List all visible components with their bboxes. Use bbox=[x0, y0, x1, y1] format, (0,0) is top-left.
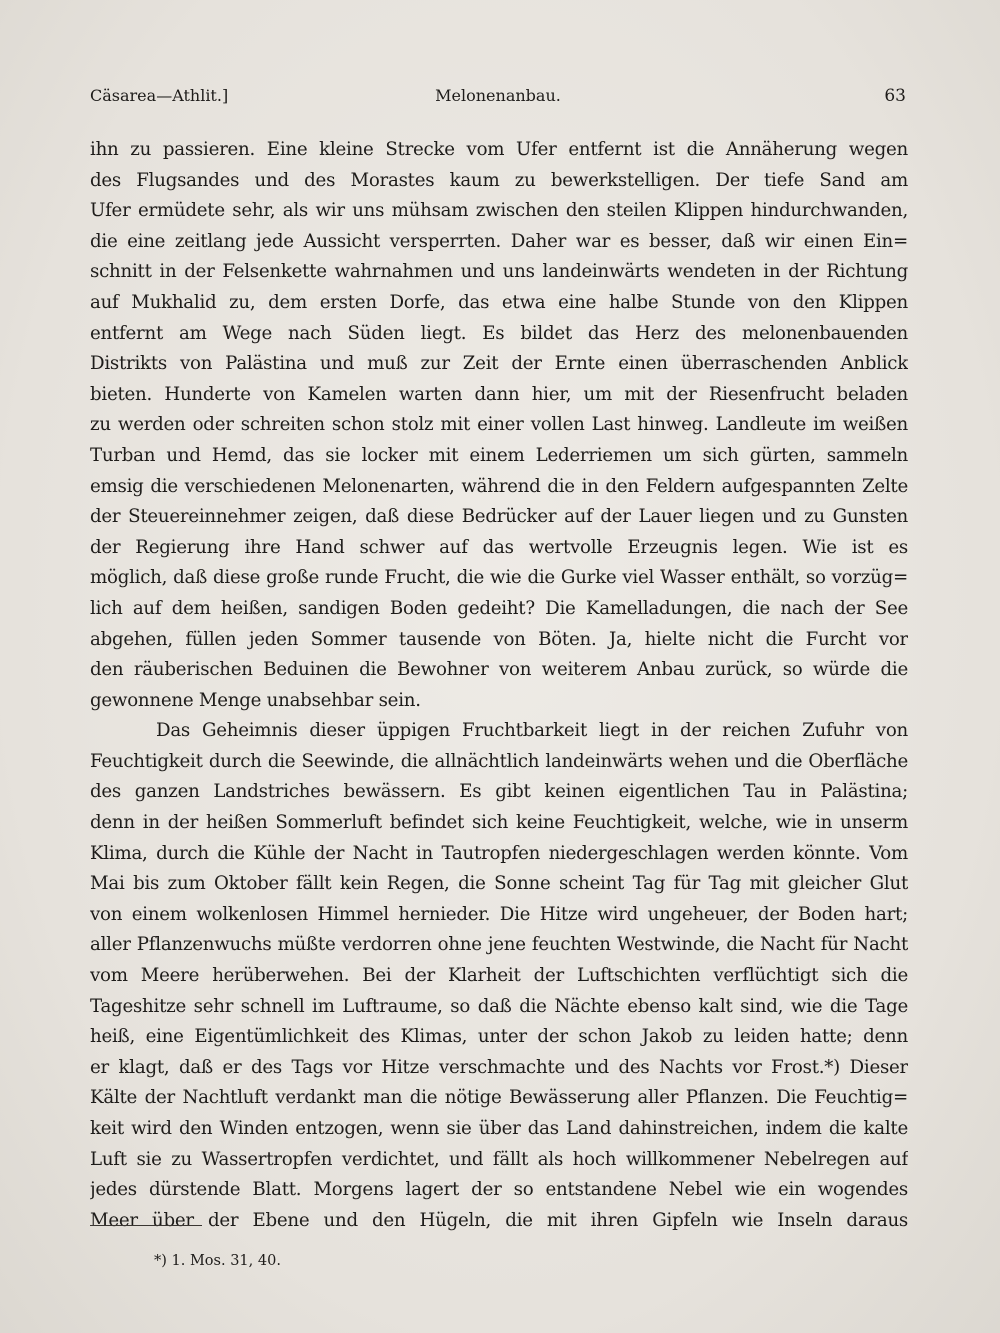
text-line: abgehen, füllen jeden Sommer tausende von Böten. Ja, hielte nicht die Furcht vor bbox=[90, 628, 908, 650]
text-line: auf Mukhalid zu, dem ersten Dorfe, das etwa eine halbe Stunde von den Klippen bbox=[90, 291, 908, 313]
text-line: ihn zu passieren. Eine kleine Strecke vom Ufer entfernt ist die Annäherung wegen bbox=[90, 139, 908, 160]
text-line: er klagt, daß er des Tags vor Hitze verschmachte und des Nachts vor Frost.*) Dieser bbox=[90, 1056, 908, 1078]
text-line: der Regierung ihre Hand schwer auf das wertvolle Erzeugnis legen. Wie ist es bbox=[90, 536, 908, 558]
text-line: Ufer ermüdete sehr, als wir uns mühsam zwischen den steilen Klippen hindurchwanden, bbox=[90, 200, 908, 222]
text-line: schnitt in der Felsenkette wahrnahmen und uns landeinwärts wendeten in der Richtung bbox=[90, 261, 908, 283]
footnote: *) 1. Mos. 31, 40. bbox=[154, 1253, 281, 1269]
text-line: bieten. Hunderte von Kamelen warten dann hier, um mit der Riesenfrucht beladen bbox=[90, 383, 908, 405]
text-line: lich auf dem heißen, sandigen Boden gedeiht? Die Kamelladungen, die nach der See bbox=[90, 597, 908, 619]
body-text bbox=[90, 135, 908, 1236]
text-line: der Steuereinnehmer zeigen, daß diese Bedrücker auf der Lauer liegen und zu Gunsten bbox=[90, 506, 908, 528]
text-line: denn in der heißen Sommerluft befindet sich keine Feuchtigkeit, welche, wie in unserm bbox=[90, 812, 908, 834]
text-line: keit wird den Winden entzogen, wenn sie über das Land dahinstreichen, indem die kalte bbox=[90, 1118, 908, 1139]
header-section-title: Cäsarea—Athlit.] bbox=[90, 86, 229, 105]
text-line: entfernt am Wege nach Süden liegt. Es bildet das Herz des melonenbauenden bbox=[90, 322, 908, 344]
paragraph-1 bbox=[90, 135, 908, 716]
text-line: aller Pflanzenwuchs müßte verdorren ohne jene feuchten Westwinde, die Nacht für Nacht bbox=[90, 934, 908, 956]
text-line: vom Meere herüberwehen. Bei der Klarheit der Luftschichten verflüchtigt sich die bbox=[90, 965, 908, 987]
text-line: emsig die verschiedenen Melonenarten, während die in den Feldern aufgespannten Zelte bbox=[90, 475, 908, 497]
text-line: heiß, eine Eigentümlichkeit des Klimas, unter der schon Jakob zu leiden hatte; denn bbox=[90, 1026, 908, 1048]
text-line: des ganzen Landstriches bewässern. Es gibt keinen eigentlichen Tau in Palästina; bbox=[90, 781, 908, 803]
text-line: den räuberischen Beduinen die Bewohner von weiterem Anbau zurück, so würde die bbox=[90, 659, 908, 681]
text-line: Luft sie zu Wassertropfen verdichtet, und fällt als hoch willkommener Nebelregen auf bbox=[90, 1148, 908, 1170]
text-line: Meer über der Ebene und den Hügeln, die mit ihren Gipfeln wie Inseln daraus bbox=[90, 1209, 908, 1231]
text-line: Das Geheimnis dieser üppigen Fruchtbarkeit liegt in der reichen Zufuhr von bbox=[156, 720, 908, 742]
text-line: Tageshitze sehr schnell im Luftraume, so daß die Nächte ebenso kalt sind, wie die Tage bbox=[90, 995, 908, 1017]
page-number: 63 bbox=[884, 86, 906, 106]
text-line: die eine zeitlang jede Aussicht versperrten. Daher war es besser, daß wir einen Ein= bbox=[90, 230, 908, 252]
text-line: Turban und Hemd, das sie locker mit einem Lederriemen um sich gürten, sammeln bbox=[90, 444, 908, 466]
text-line: des Flugsandes und des Morastes kaum zu bewerkstelligen. Der tiefe Sand am bbox=[90, 169, 908, 191]
text-line: von einem wolkenlosen Himmel hernieder. Die Hitze wird ungeheuer, der Boden hart; bbox=[90, 903, 908, 925]
text-line: Feuchtigkeit durch die Seewinde, die allnächtlich landeinwärts wehen und die Oberfläche bbox=[90, 750, 908, 772]
text-line: Mai bis zum Oktober fällt kein Regen, die Sonne scheint Tag für Tag mit gleicher Glut bbox=[90, 873, 908, 895]
text-line: Klima, durch die Kühle der Nacht in Tautropfen niedergeschlagen werden könnte. Vom bbox=[90, 842, 908, 864]
running-header bbox=[90, 86, 906, 114]
footnote-rule bbox=[90, 1225, 202, 1226]
header-chapter-title: Melonenanbau. bbox=[435, 86, 561, 105]
text-line: gewonnene Menge unabsehbar sein. bbox=[90, 689, 421, 711]
text-line: zu werden oder schreiten schon stolz mit einer vollen Last hinweg. Landleute im weißen bbox=[90, 414, 908, 436]
paragraph-2 bbox=[90, 716, 908, 1236]
text-line: möglich, daß diese große runde Frucht, die wie die Gurke viel Wasser enthält, so vorzüg= bbox=[90, 567, 908, 589]
text-line: Distrikts von Palästina und muß zur Zeit der Ernte einen überraschenden Anblick bbox=[90, 353, 908, 375]
text-line: jedes dürstende Blatt. Morgens lagert der so entstandene Nebel wie ein wogendes bbox=[90, 1179, 908, 1201]
text-line: Kälte der Nachtluft verdankt man die nötige Bewässerung aller Pflanzen. Die Feuchtig= bbox=[90, 1087, 908, 1109]
